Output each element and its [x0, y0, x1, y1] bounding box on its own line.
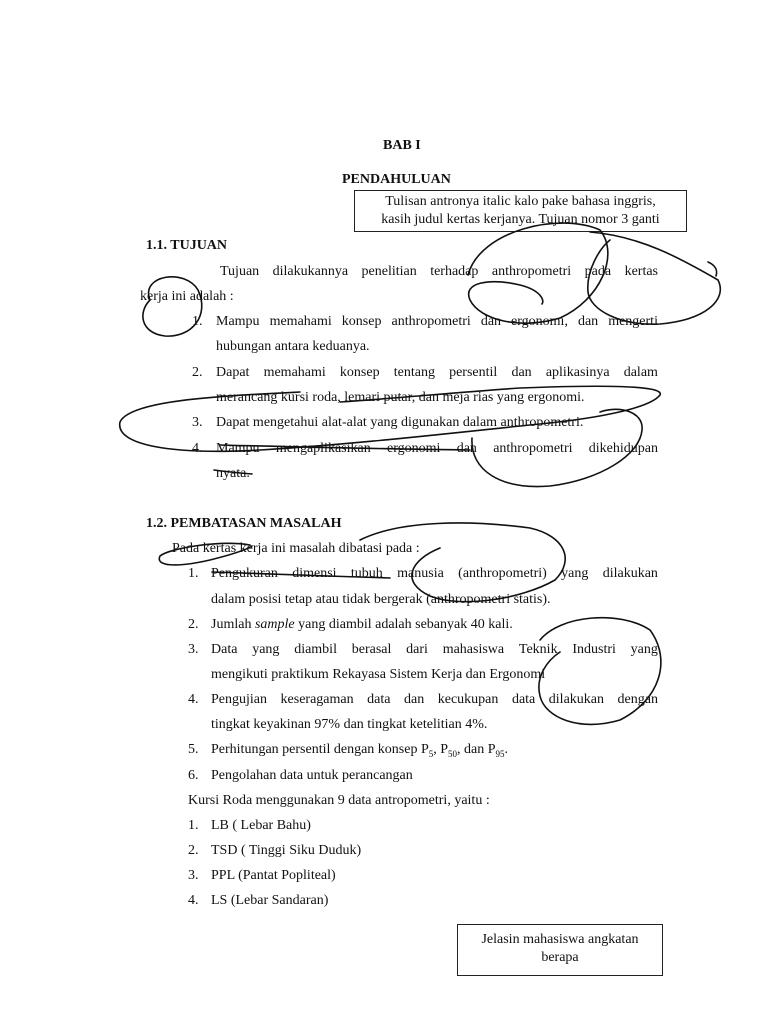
- section-heading-pembatasan: 1.2. PEMBATASAN MASALAH: [146, 516, 342, 531]
- pembatasan-item-1-number: 1.: [188, 566, 199, 581]
- pembatasan-item-2-number: 2.: [188, 617, 199, 632]
- tujuan-item-4-line1: Mampu mengaplikasikan ergonomi dan anthropometri dikehidupan: [216, 441, 658, 456]
- chapter-title: PENDAHULUAN: [342, 172, 451, 187]
- kursi-item-3-number: 3.: [188, 868, 199, 883]
- pembatasan-item-4-line1: Pengujian keseragaman data dan kecukupan data dilakukan dengan: [211, 692, 658, 707]
- tujuan-item-4-number: 4.: [192, 441, 203, 456]
- tujuan-intro-line1: Tujuan dilakukannya penelitian terhadap anthropometri pada kertas: [220, 264, 658, 279]
- pembatasan-item-3-line1: Data yang diambil berasal dari mahasiswa Teknik Industri yang: [211, 642, 658, 657]
- tujuan-item-4-line2: nyata.: [216, 466, 250, 481]
- pembatasan-item-5-line1: Perhitungan persentil dengan konsep $P_5$, $P_{50}$, dan $P_{95}$.: [211, 742, 509, 759]
- note-bottom-line2: berapa: [541, 950, 579, 965]
- pembatasan-item-1-line2: dalam posisi tetap atau tidak bergerak (anthropometri statis).: [211, 592, 551, 607]
- pembatasan-item-3-line2: mengikuti praktikum Rekayasa Sistem Kerja dan Ergonomi: [211, 667, 546, 682]
- ink-loop-teknik: [539, 618, 661, 725]
- tujuan-item-1-line1: Mampu memahami konsep anthropometri dan ergonomi, dan mengerti: [216, 314, 658, 329]
- note-bottom-line1: Jelasin mahasiswa angkatan: [481, 932, 639, 947]
- pembatasan-item-3-number: 3.: [188, 642, 199, 657]
- kursi-roda-intro: Kursi Roda menggunakan 9 data antropometri, yaitu :: [188, 793, 490, 808]
- pembatasan-item-6-number: 6.: [188, 768, 199, 783]
- tujuan-item-3-line1: Dapat mengetahui alat-alat yang digunakan dalam anthropometri.: [216, 415, 584, 430]
- pembatasan-item-4-line2: tingkat keyakinan 97% dan tingkat ketelitian 4%.: [211, 717, 488, 732]
- ink-tick-right: [708, 262, 717, 276]
- tujuan-item-2-line1: Dapat memahami konsep tentang persentil dan aplikasinya dalam: [216, 365, 658, 380]
- pembatasan-item-2-line1: Jumlah sample yang diambil adalah sebanyak 40 kali.: [211, 617, 513, 632]
- tujuan-item-1-number: 1.: [192, 314, 203, 329]
- note-top-line1: Tulisan antronya italic kalo pake bahasa inggris,: [385, 194, 656, 209]
- ink-loop-masalah: [360, 523, 565, 602]
- kursi-item-1-number: 1.: [188, 818, 199, 833]
- tujuan-item-1-line2: hubungan antara keduanya.: [216, 339, 370, 354]
- kursi-item-1-text: LB ( Lebar Bahu): [211, 818, 311, 833]
- tujuan-item-2-line2: merancang kursi roda, lemari putar, dan meja rias yang ergonomi.: [216, 390, 585, 405]
- kursi-item-4-text: LS (Lebar Sandaran): [211, 893, 329, 908]
- tujuan-intro-line2: kerja ini adalah :: [140, 289, 234, 304]
- section-heading-tujuan: 1.1. TUJUAN: [146, 238, 228, 253]
- kursi-item-2-text: TSD ( Tinggi Siku Duduk): [211, 843, 362, 858]
- note-top-line2: kasih judul kertas kerjanya. Tujuan nomor 3 ganti: [381, 212, 660, 227]
- tujuan-item-2-number: 2.: [192, 365, 203, 380]
- italic-sample: sample: [254, 617, 295, 632]
- reviewer-note-bottom: [457, 924, 663, 976]
- chapter-number: BAB I: [383, 138, 421, 153]
- kursi-item-2-number: 2.: [188, 843, 199, 858]
- pembatasan-item-1-line1: Pengukuran dimensi tubuh manusia (anthropometri) yang dilakukan: [211, 566, 658, 581]
- pembatasan-item-6-line1: Pengolahan data untuk perancangan: [211, 768, 413, 783]
- kursi-item-3-text: PPL (Pantat Popliteal): [211, 868, 336, 883]
- kursi-item-4-number: 4.: [188, 893, 199, 908]
- tujuan-item-3-number: 3.: [192, 415, 203, 430]
- pembatasan-item-5-number: 5.: [188, 742, 199, 757]
- pembatasan-intro: Pada kertas kerja ini masalah dibatasi pada :: [172, 541, 420, 556]
- pembatasan-item-4-number: 4.: [188, 692, 199, 707]
- reviewer-note-top: [354, 190, 687, 232]
